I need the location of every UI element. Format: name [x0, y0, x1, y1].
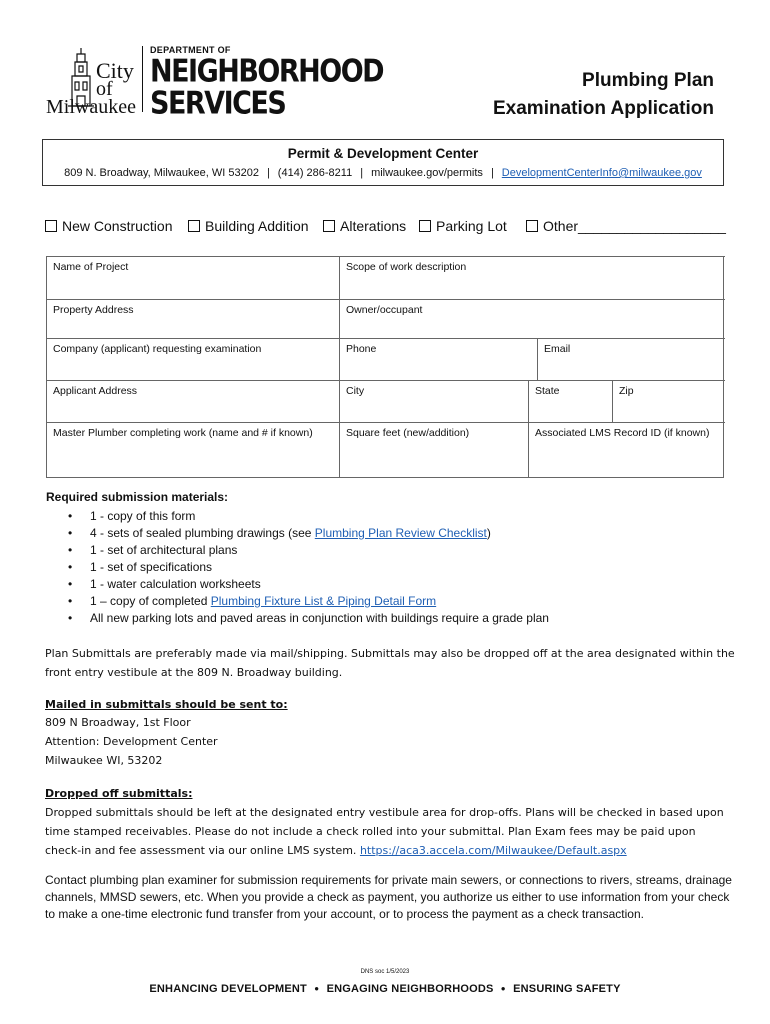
mailed-submittals-heading: Mailed in submittals should be sent to: — [45, 698, 288, 711]
contact-paragraph: Contact plumbing plan examiner for submission requirements for private main sewers, or connections to rivers, streams, drainage channels, MMSD sewers, etc. When you provide a check as payment, you authorize us either to use information from your check to make a one-time electronic fund transfer from your account, or to process the payment as a check transaction. — [45, 873, 732, 921]
logo-city: City — [96, 58, 134, 83]
list-item: • 1 – copy of completed Plumbing Fixture List & Piping Detail Form — [90, 593, 549, 610]
dropped-submittals-paragraph: Dropped submittals should be left at the designated entry vestibule area for drop-offs. Plans will be checked in based upon time stamped receivables. Please do not include a check rolled into your submittal. Plan Exam fees may be paid upon check-in and fee assessment via our online LMS system. https://aca3.accela.com/Milwaukee/Default.aspx — [45, 806, 724, 857]
city-logo-text — [46, 58, 136, 118]
logo-divider — [142, 46, 143, 112]
bullet-icon: ● — [314, 984, 320, 993]
title-line-1: Plumbing Plan — [582, 70, 714, 91]
checkbox-parking-lot[interactable]: Parking Lot — [419, 218, 507, 234]
permit-email-link[interactable]: DevelopmentCenterInfo@milwaukee.gov — [501, 167, 702, 179]
permit-address: 809 N. Broadway, Milwaukee, WI 53202 — [64, 167, 259, 179]
lms-system-link[interactable]: https://aca3.accela.com/Milwaukee/Default.aspx — [359, 844, 627, 857]
logo-of: of — [96, 78, 113, 100]
footer-tagline: ENHANCING DEVELOPMENT ● ENGAGING NEIGHBORHOODS ● ENSURING SAFETY — [149, 983, 621, 995]
checklist-link[interactable]: Plumbing Plan Review Checklist — [314, 526, 487, 540]
checkbox-icon[interactable] — [419, 220, 431, 232]
permit-website: milwaukee.gov/permits — [371, 167, 483, 179]
checkbox-alterations[interactable]: Alterations — [323, 218, 406, 234]
field-phone[interactable]: Phone — [339, 338, 538, 381]
field-state[interactable]: State — [528, 380, 613, 423]
field-email[interactable]: Email — [537, 338, 725, 381]
logo-milwaukee: Milwaukee — [46, 96, 136, 118]
checkbox-icon[interactable] — [188, 220, 200, 232]
required-materials-list — [46, 508, 549, 627]
bullet-icon: ● — [500, 984, 506, 993]
title-line-2: Examination Application — [493, 98, 714, 119]
field-lms-record-id[interactable]: Associated LMS Record ID (if known) — [528, 422, 725, 478]
permit-center-contact — [42, 167, 724, 179]
separator: | — [266, 167, 270, 179]
checkbox-building-addition[interactable]: Building Addition — [188, 218, 309, 234]
checkbox-icon[interactable] — [45, 220, 57, 232]
separator: | — [360, 167, 364, 179]
page-title — [493, 67, 714, 123]
checkbox-other[interactable]: Other___________________ — [526, 218, 726, 234]
field-zip[interactable]: Zip — [612, 380, 725, 423]
permit-phone: (414) 286-8211 — [277, 167, 353, 179]
list-item: • 1 - water calculation worksheets — [90, 576, 549, 593]
field-property-address[interactable]: Property Address — [46, 299, 340, 339]
field-master-plumber[interactable]: Master Plumber completing work (name and # if known) — [46, 422, 340, 478]
doc-number: DNS soc 1/5/2023 — [360, 969, 410, 975]
field-applicant-address[interactable]: Applicant Address — [46, 380, 340, 423]
required-materials-heading: Required submission materials: — [46, 490, 229, 504]
list-item: • 4 - sets of sealed plumbing drawings (see Plumbing Plan Review Checklist) — [90, 525, 549, 542]
field-scope-of-work[interactable]: Scope of work description — [339, 256, 725, 299]
application-form-table — [46, 256, 724, 478]
list-item: • 1 - set of specifications — [90, 559, 549, 576]
field-owner-occupant[interactable]: Owner/occupant — [339, 299, 725, 339]
list-item: • All new parking lots and paved areas in conjunction with buildings require a grade plan — [90, 610, 549, 627]
fixture-list-link[interactable]: Plumbing Fixture List & Piping Detail Form — [210, 594, 437, 608]
checkbox-icon[interactable] — [526, 220, 538, 232]
list-item: • 1 - copy of this form — [90, 508, 549, 525]
mailing-address: 809 N Broadway, 1st Floor Attention: Development Center Milwaukee WI, 53202 — [45, 716, 218, 767]
plan-submittals-paragraph: Plan Submittals are preferably made via mail/shipping. Submittals may also be dropped off at the area designated within the front entry vestibule at the 809 N. Broadway building. — [45, 647, 735, 679]
field-square-feet[interactable]: Square feet (new/addition) — [339, 422, 529, 478]
dept-line-2: SERVICES — [150, 85, 286, 122]
checkbox-icon[interactable] — [323, 220, 335, 232]
permit-center-title: Permit & Development Center — [287, 146, 479, 161]
dropped-submittals-heading: Dropped off submittals: — [45, 787, 193, 800]
checkbox-new-construction[interactable]: New Construction — [45, 218, 173, 234]
department-name — [150, 53, 384, 122]
field-company[interactable]: Company (applicant) requesting examination — [46, 338, 340, 381]
field-name-of-project[interactable]: Name of Project — [46, 256, 340, 299]
dept-of-label: DEPARTMENT OF — [150, 45, 231, 55]
field-city[interactable]: City — [339, 380, 529, 423]
dept-line-1: NEIGHBORHOOD — [150, 53, 384, 90]
separator: | — [490, 167, 494, 179]
list-item: • 1 - set of architectural plans — [90, 542, 549, 559]
